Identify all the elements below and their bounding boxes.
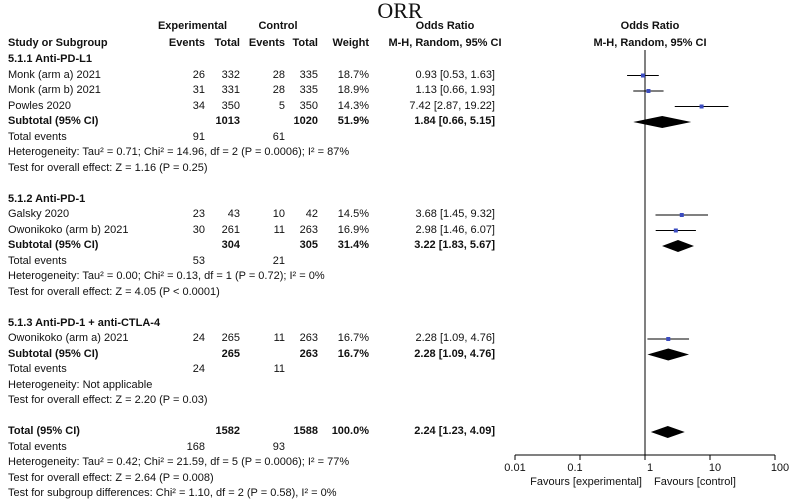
- cell-odds-ratio-ci: 2.28 [1.09, 4.76]: [414, 348, 495, 360]
- cell-events-control: 11: [273, 224, 285, 236]
- cell-total-control: 305: [299, 239, 318, 251]
- cell-total-control: 335: [299, 69, 318, 81]
- note-label: Heterogeneity: Not applicable: [8, 379, 153, 391]
- cell-total-experimental: 332: [221, 69, 240, 81]
- pooled-diamond-19: [647, 349, 689, 361]
- cell-total-experimental: 350: [221, 100, 240, 112]
- header-experimental: Experimental: [157, 20, 228, 32]
- study-label: Owonikoko (arm a) 2021: [8, 332, 129, 344]
- cell-events-control: 11: [273, 332, 285, 344]
- cell-total-experimental: 304: [221, 239, 240, 251]
- cell-weight: 14.5%: [337, 208, 369, 220]
- cell-events-control: 93: [272, 441, 285, 453]
- pooled-diamond-4: [633, 116, 691, 128]
- cell-events-control: 28: [272, 69, 285, 81]
- note-label: Test for overall effect: Z = 4.05 (P < 0.0001): [8, 286, 220, 298]
- events-label: Total events: [8, 131, 67, 143]
- cell-events-experimental: 24: [192, 363, 205, 375]
- events-label: Total events: [8, 363, 67, 375]
- cell-total-experimental: 1582: [215, 425, 240, 437]
- cell-total-experimental: 1013: [215, 115, 240, 127]
- header-events-experimental: Events: [168, 37, 205, 49]
- cell-total-experimental: 265: [221, 332, 240, 344]
- cell-total-control: 263: [299, 224, 318, 236]
- tick-label-0.1: 0.1: [567, 462, 583, 474]
- heading-label: 5.1.2 Anti-PD-1: [8, 193, 86, 205]
- header-study: Study or Subgroup: [8, 37, 108, 49]
- cell-weight: 16.9%: [337, 224, 369, 236]
- cell-weight: 16.7%: [337, 348, 369, 360]
- heading-label: 5.1.1 Anti-PD-L1: [8, 53, 92, 65]
- cell-events-control: 28: [272, 84, 285, 96]
- cell-total-experimental: 43: [227, 208, 240, 220]
- cell-weight: 31.4%: [337, 239, 369, 251]
- tick-label-0.01: 0.01: [504, 462, 526, 474]
- study-label: Owonikoko (arm b) 2021: [8, 224, 129, 236]
- cell-weight: 51.9%: [337, 115, 369, 127]
- cell-total-control: 42: [305, 208, 318, 220]
- cell-events-control: 10: [272, 208, 285, 220]
- tick-label-100: 100: [770, 462, 790, 474]
- study-point-11: [674, 229, 678, 233]
- cell-events-experimental: 24: [192, 332, 205, 344]
- study-point-2: [646, 89, 650, 93]
- cell-events-experimental: 53: [192, 255, 205, 267]
- cell-odds-ratio-ci: 3.68 [1.45, 9.32]: [415, 208, 495, 220]
- cell-total-experimental: 331: [221, 84, 240, 96]
- subtotal-label: Subtotal (95% CI): [8, 115, 99, 127]
- cell-weight: 18.7%: [337, 69, 369, 81]
- study-point-3: [700, 105, 704, 109]
- header-plot-method: M-H, Random, 95% CI: [593, 37, 707, 49]
- subtotal-label: Subtotal (95% CI): [8, 348, 99, 360]
- note-label: Test for subgroup differences: Chi² = 1.10, df = 2 (P = 0.58), I² = 0%: [8, 487, 337, 499]
- cell-total-control: 263: [299, 332, 318, 344]
- cell-odds-ratio-ci: 2.24 [1.23, 4.09]: [414, 425, 495, 437]
- cell-total-experimental: 265: [221, 348, 240, 360]
- study-label: Powles 2020: [8, 100, 71, 112]
- favours-experimental-label: Favours [experimental]: [530, 476, 642, 488]
- study-point-18: [666, 337, 670, 341]
- header-weight: Weight: [332, 37, 369, 49]
- cell-odds-ratio-ci: 1.84 [0.66, 5.15]: [414, 115, 495, 127]
- note-label: Test for overall effect: Z = 2.64 (P = 0.008): [8, 472, 214, 484]
- cell-events-experimental: 168: [186, 441, 205, 453]
- note-label: Test for overall effect: Z = 2.20 (P = 0.03): [8, 394, 208, 406]
- cell-weight: 100.0%: [331, 425, 369, 437]
- cell-events-control: 61: [272, 131, 285, 143]
- events-label: Total events: [8, 255, 67, 267]
- tick-label-1: 1: [646, 462, 654, 474]
- chart-title: ORR: [377, 0, 423, 23]
- cell-total-control: 1020: [293, 115, 318, 127]
- cell-total-control: 350: [299, 100, 318, 112]
- note-label: Heterogeneity: Tau² = 0.71; Chi² = 14.96, df = 2 (P = 0.0006); I² = 87%: [8, 146, 350, 158]
- study-label: Monk (arm b) 2021: [8, 84, 101, 96]
- favours-control-label: Favours [control]: [654, 476, 736, 488]
- cell-events-experimental: 30: [192, 224, 205, 236]
- note-label: Heterogeneity: Tau² = 0.42; Chi² = 21.59, df = 5 (P = 0.0006); I² = 77%: [8, 456, 350, 468]
- header-control: Control: [258, 20, 298, 32]
- note-label: Heterogeneity: Tau² = 0.00; Chi² = 0.13, df = 1 (P = 0.72); I² = 0%: [8, 270, 325, 282]
- study-point-10: [680, 213, 684, 217]
- header-events-control: Events: [248, 37, 285, 49]
- header-or-method: M-H, Random, 95% CI: [388, 37, 502, 49]
- cell-odds-ratio-ci: 2.28 [1.09, 4.76]: [415, 332, 495, 344]
- note-label: Test for overall effect: Z = 1.16 (P = 0.25): [8, 162, 208, 174]
- cell-events-experimental: 31: [192, 84, 205, 96]
- tick-label-10: 10: [708, 462, 722, 474]
- cell-events-experimental: 91: [192, 131, 205, 143]
- subtotal-label: Subtotal (95% CI): [8, 239, 99, 251]
- cell-total-experimental: 261: [221, 224, 240, 236]
- events-label: Total events: [8, 441, 67, 453]
- cell-weight: 18.9%: [337, 84, 369, 96]
- pooled-diamond-12: [662, 240, 694, 252]
- cell-events-experimental: 26: [192, 69, 205, 81]
- cell-odds-ratio-ci: 2.98 [1.46, 6.07]: [415, 224, 495, 236]
- cell-events-control: 5: [278, 100, 285, 112]
- cell-total-control: 1588: [293, 425, 318, 437]
- cell-total-control: 263: [299, 348, 318, 360]
- header-plot-odds-ratio: Odds Ratio: [620, 20, 680, 32]
- study-label: Monk (arm a) 2021: [8, 69, 101, 81]
- header-total-experimental: Total: [214, 37, 240, 49]
- header-odds-ratio: Odds Ratio: [415, 20, 475, 32]
- cell-odds-ratio-ci: 1.13 [0.66, 1.93]: [415, 84, 495, 96]
- cell-events-experimental: 34: [192, 100, 205, 112]
- cell-total-control: 335: [299, 84, 318, 96]
- cell-odds-ratio-ci: 0.93 [0.53, 1.63]: [415, 69, 495, 81]
- heading-label: 5.1.3 Anti-PD-1 + anti-CTLA-4: [8, 317, 161, 329]
- study-label: Galsky 2020: [8, 208, 70, 220]
- total-label: Total (95% CI): [8, 425, 80, 437]
- cell-odds-ratio-ci: 3.22 [1.83, 5.67]: [414, 239, 495, 251]
- cell-weight: 16.7%: [337, 332, 369, 344]
- cell-events-control: 21: [272, 255, 285, 267]
- pooled-diamond-24: [651, 426, 685, 438]
- cell-odds-ratio-ci: 7.42 [2.87, 19.22]: [409, 100, 495, 112]
- cell-weight: 14.3%: [337, 100, 369, 112]
- cell-events-control: 11: [273, 363, 285, 375]
- header-total-control: Total: [292, 37, 318, 49]
- study-point-1: [641, 74, 645, 78]
- cell-events-experimental: 23: [192, 208, 205, 220]
